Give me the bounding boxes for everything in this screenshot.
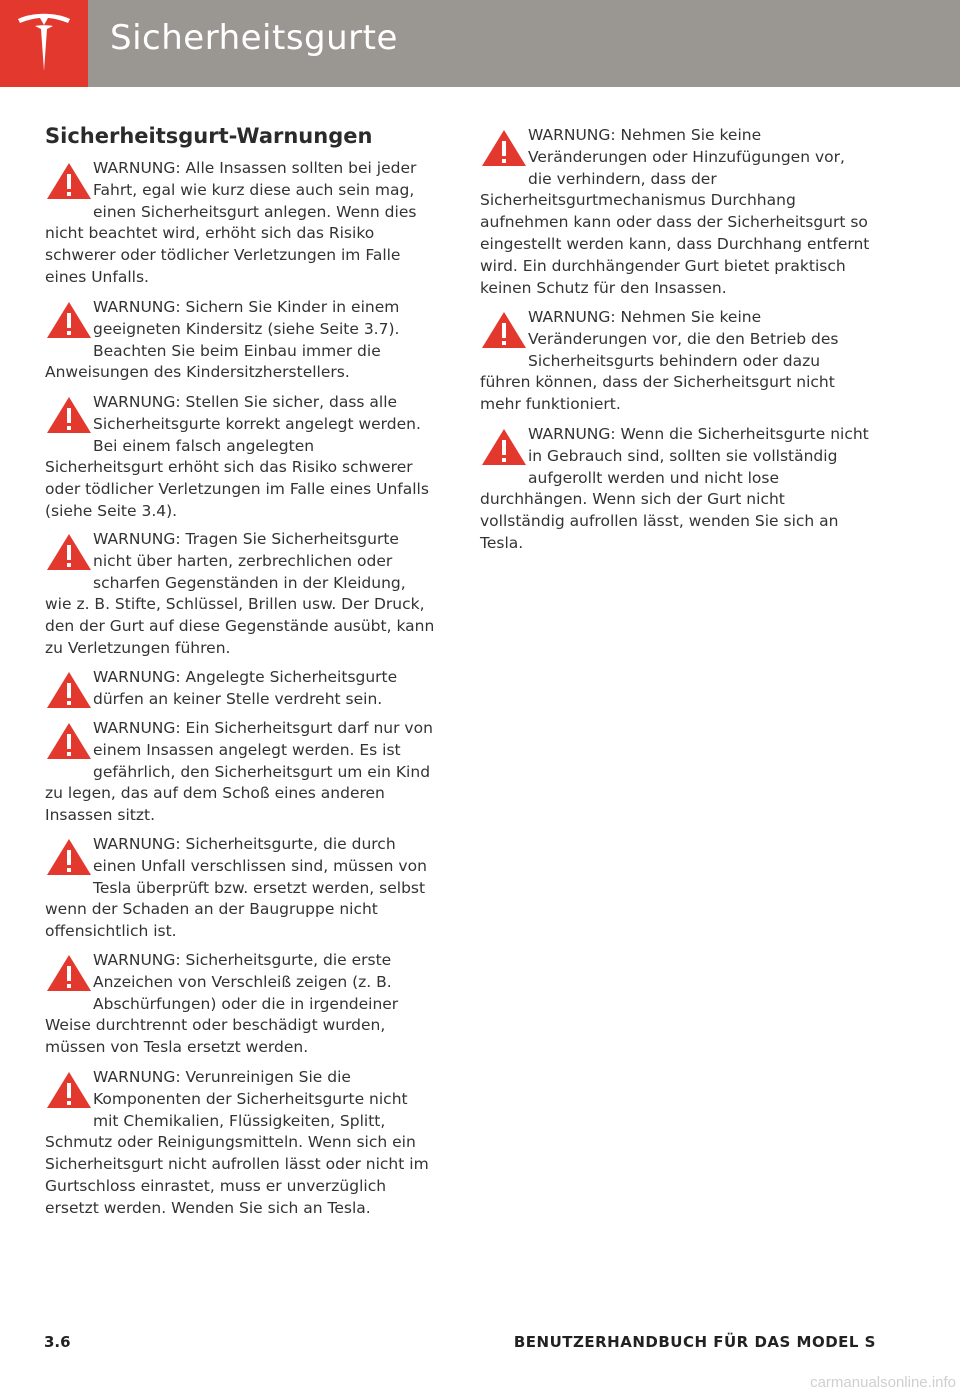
tesla-logo [0,0,88,87]
warning-triangle-icon [480,128,528,170]
warning-triangle-icon [45,953,93,995]
warning-triangle-icon [45,395,93,437]
warning-text: WARNUNG: Sicherheitsgurte, die erste Anzeichen von Verschleiß zeigen (z. B. Abschürfungen) oder die in irgendeiner Weise durchtrennt oder beschädigt wurden, müssen von Tesla ersetzt werden. [45,951,399,1057]
warning-triangle-icon [480,310,528,352]
warning-text: WARNUNG: Sichern Sie Kinder in einem geeigneten Kindersitz (siehe Seite 3.7). Beachten Sie beim Einbau immer die Anweisungen des Kindersitzherstellers. [45,298,400,382]
warning-text: WARNUNG: Tragen Sie Sicherheitsgurte nicht über harten, zerbrechlichen oder scharfen Gegenständen in der Kleidung, wie z. B. Stifte, Schlüssel, Brillen usw. Der Druck, den der Gurt auf diese Gegenstände ausübt, kann zu Verletzungen führen. [45,530,435,657]
warning-item [480,307,872,416]
warning-item [45,1067,437,1220]
warning-item [480,125,872,299]
warning-text: WARNUNG: Stellen Sie sicher, dass alle Sicherheitsgurte korrekt angelegt werden. Bei einem falsch angelegten Sicherheitsgurt erhöht sich das Risiko schwerer oder tödlicher Verletzungen im Falle eines Unfalls (siehe Seite 3.4). [45,393,429,520]
warning-item [45,392,437,523]
manual-title: BENUTZERHANDBUCH FÜR DAS MODEL S [513,1333,876,1351]
warning-text: WARNUNG: Sicherheitsgurte, die durch einen Unfall verschlissen sind, müssen von Tesla überprüft bzw. ersetzt werden, selbst wenn der Schaden an der Baugruppe nicht offensichtlich ist. [45,835,427,941]
watermark: carmanualsonline.info [810,1374,956,1391]
warning-item [45,297,437,384]
warning-triangle-icon [45,837,93,879]
page-header [0,0,960,87]
warning-text: WARNUNG: Nehmen Sie keine Veränderungen vor, die den Betrieb des Sicherheitsgurts behindern oder dazu führen können, dass der Sicherheitsgurt nicht mehr funktioniert. [480,308,839,414]
page-title: Sicherheitsgurte [110,18,398,58]
warning-text: WARNUNG: Wenn die Sicherheitsgurte nicht in Gebrauch sind, sollten sie vollständig aufgerollt werden und nicht lose durchhängen. Wenn sich der Gurt nicht vollständig aufrollen lässt, wenden Sie sich an Tesla. [480,425,869,552]
warning-triangle-icon [45,161,93,203]
warning-text: WARNUNG: Verunreinigen Sie die Komponenten der Sicherheitsgurte nicht mit Chemikalien, Flüssigkeiten, Splitt, Schmutz oder Reinigungsmitteln. Wenn sich ein Sicherheitsgurt nicht aufrollen lässt oder nicht im Gurtschloss einrastet, muss er unverzüglich ersetzt werden. Wenden Sie sich an Tesla. [45,1068,429,1217]
warning-text: WARNUNG: Ein Sicherheitsgurt darf nur von einem Insassen angelegt werden. Es ist gefährlich, den Sicherheitsgurt um ein Kind zu legen, das auf dem Schoß eines anderen Insassen sitzt. [45,719,433,825]
warning-triangle-icon [480,427,528,469]
warning-item [45,834,437,943]
warning-triangle-icon [45,1070,93,1112]
warning-item [45,529,437,660]
warning-triangle-icon [45,300,93,342]
warning-text: WARNUNG: Alle Insassen sollten bei jeder Fahrt, egal wie kurz diese auch sein mag, einen Sicherheitsgurt anlegen. Wenn dies nicht beachtet wird, erhöht sich das Risiko schwerer oder tödlicher Verletzungen im Falle eines Unfalls. [45,159,417,286]
warning-text: WARNUNG: Angelegte Sicherheitsgurte dürfen an keiner Stelle verdreht sein. [93,668,398,708]
page-number: 3.6 [44,1333,71,1351]
warning-text: WARNUNG: Nehmen Sie keine Veränderungen oder Hinzufügungen vor, die verhindern, dass der Sicherheitsgurtmechanismus Durchhang aufnehmen kann oder dass der Sicherheitsgurt so eingestellt werden kann, dass Durchhang entfernt wird. Ein durchhängender Gurt bietet praktisch keinen Schutz für den Insassen. [480,126,870,297]
warning-item [45,158,437,289]
warning-item [45,950,437,1059]
warning-item [45,667,437,712]
warning-triangle-icon [45,721,93,763]
warning-item [480,424,872,555]
tesla-logo-icon [14,13,74,75]
section-title: Sicherheitsgurt-Warnungen [45,124,373,148]
warning-triangle-icon [45,670,93,712]
warning-item [45,718,437,827]
warning-triangle-icon [45,532,93,574]
